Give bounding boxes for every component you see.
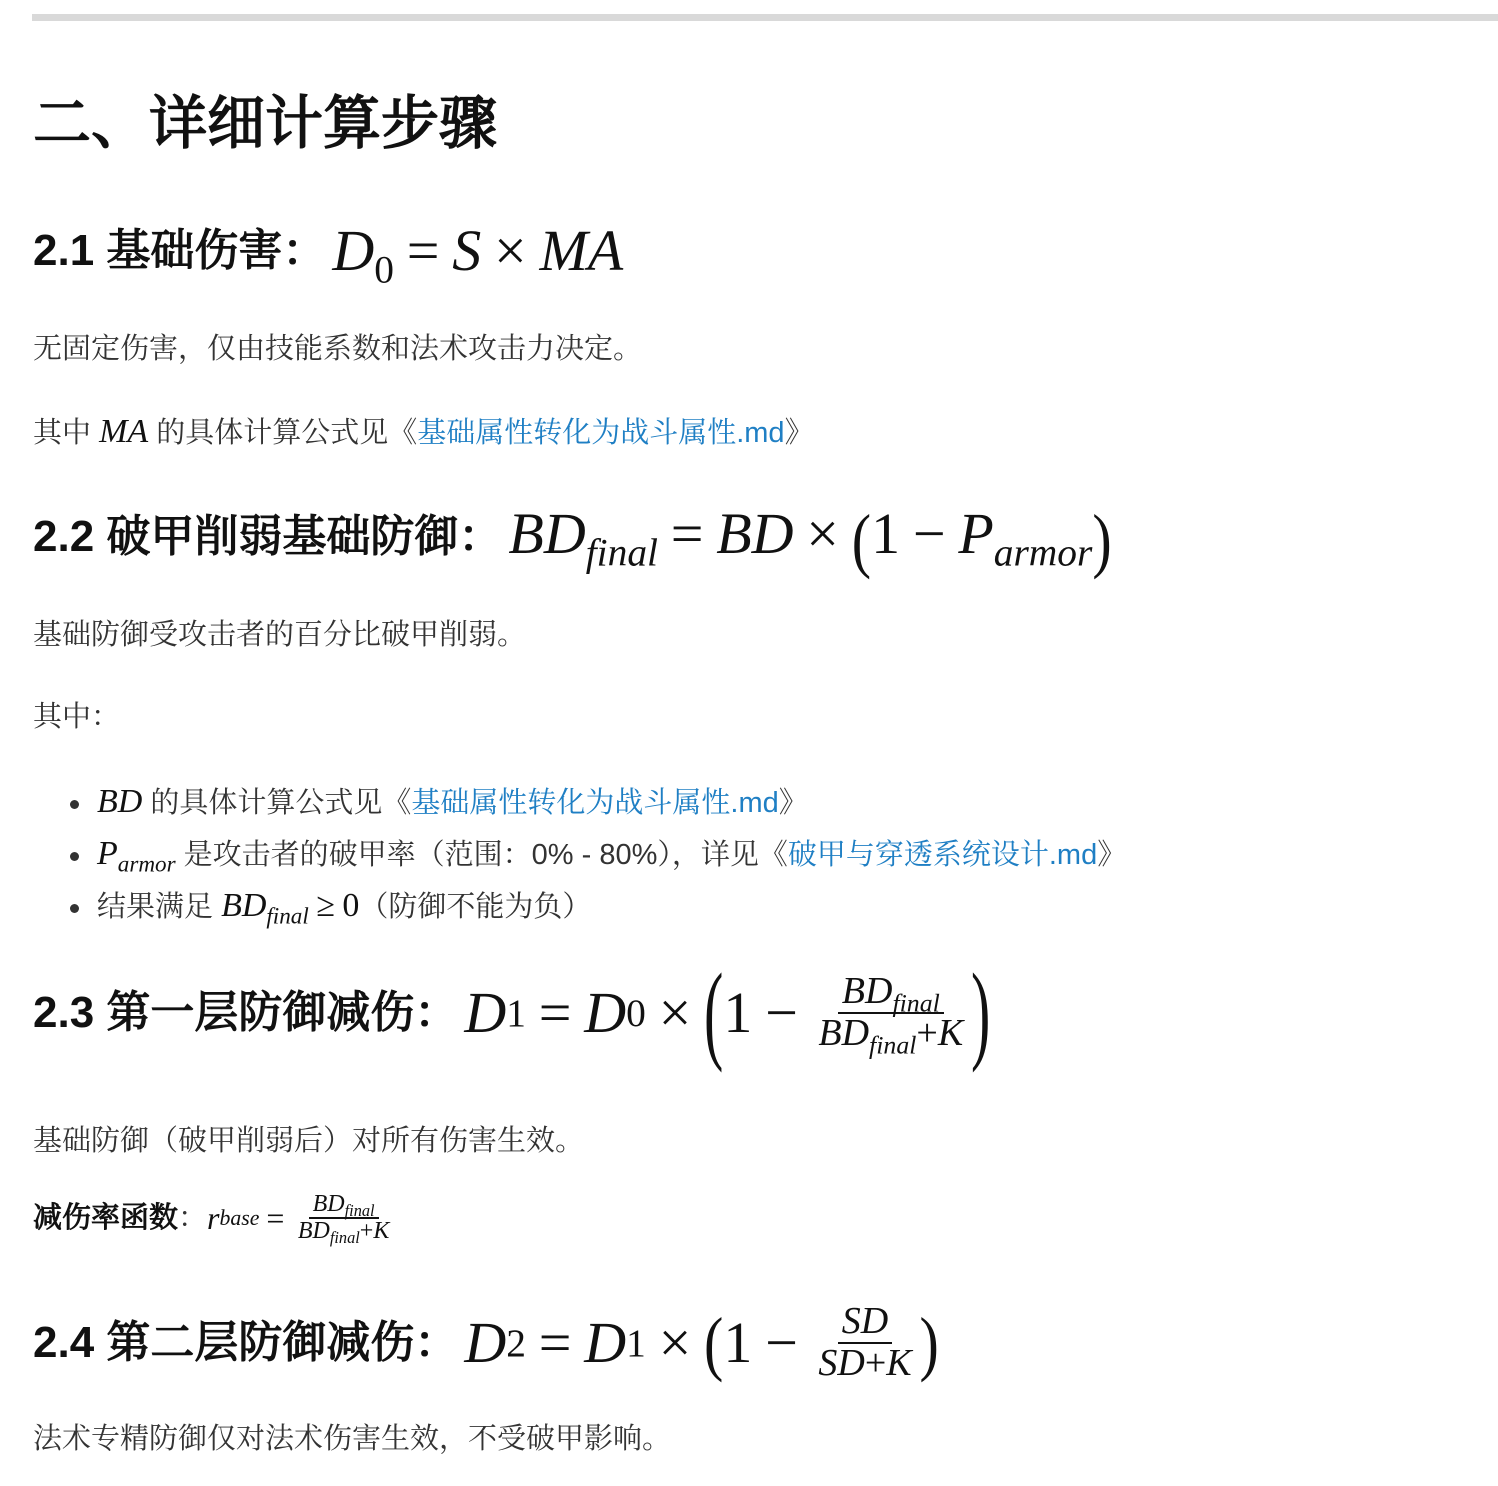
list-item: BD 的具体计算公式见《基础属性转化为战斗属性.md》 [33, 780, 1126, 832]
bullet-list [33, 780, 1126, 936]
heading-2-3-text: 2.3 第一层防御减伤： [33, 987, 459, 1037]
label-reduction-function: 减伤率函数 [33, 1201, 179, 1234]
fraction: $\frac{BD_{final}}{BD_{final}+K}$ [297, 1191, 390, 1248]
para-2-1-ref: 其中 MA 的具体计算公式见《基础属性转化为战斗属性.md》 [33, 413, 814, 450]
formula-base-damage: $D_0 = S$ × MA [332, 218, 624, 292]
para-2-1-desc: 无固定伤害，仅由技能系数和法术攻击力决定。 [33, 333, 643, 365]
link-armor-penetration[interactable]: 破甲与穿透系统设计.md [787, 839, 1098, 871]
heading-2-1-text: 2.1 基础伤害： [33, 226, 327, 275]
link-base-attributes[interactable]: 基础属性转化为战斗属性.md [417, 417, 785, 449]
para-reduction-function: 减伤率函数 ： r base = $\frac{BD_{final}}{BD_{final}+K}$ [33, 1192, 396, 1244]
list-item: $P_{armor}$ 是攻击者的破甲率（范围：0% - 80%），详见《破甲与穿透系统设计.md》 [33, 832, 1126, 884]
para-2-4-desc: 法术专精防御仅对法术伤害生效，不受破甲影响。 [33, 1423, 672, 1455]
heading-2-4-text: 2.4 第二层防御减伤： [33, 1317, 459, 1367]
top-divider [32, 14, 1498, 21]
section-title: 二、详细计算步骤 [33, 91, 498, 156]
formula-second-layer: D 2 = D 1 × ( 1 − $\frac{SD}{SD+K}$ ) [464, 1300, 939, 1384]
para-2-3-desc: 基础防御（破甲削弱后）对所有伤害生效。 [33, 1125, 585, 1157]
link-base-attributes-2[interactable]: 基础属性转化为战斗属性.md [411, 787, 779, 819]
para-2-2-desc: 基础防御受攻击者的百分比破甲削弱。 [33, 619, 527, 651]
formula-reduction-rate: r base = $\frac{BD_{final}}{BD_{final}+K}$ [207, 1192, 396, 1244]
heading-2-2 [33, 498, 1112, 580]
heading-2-3 [33, 950, 991, 1074]
formula-armor-break: $BD_{final}$ = BD × $(1 - P_{armor})$ [508, 498, 1112, 580]
fraction: $\frac{SD}{SD+K}$ [818, 1300, 912, 1384]
list-item: 结果满足 $BD_{final} \ge 0$（防御不能为负） [33, 884, 1126, 936]
para-2-2-where: 其中： [33, 701, 121, 733]
heading-2-4 [33, 1302, 939, 1384]
fraction: $\frac{BD_{final}}{BD_{final}+K}$ [818, 970, 964, 1060]
heading-2-2-text: 2.2 破甲削弱基础防御： [33, 511, 503, 561]
formula-first-layer: D 1 = D 0 × ( 1 − $\frac{BD_{final}}{BD_{final}+K}$ ) [464, 950, 991, 1074]
heading-2-1 [33, 218, 624, 292]
